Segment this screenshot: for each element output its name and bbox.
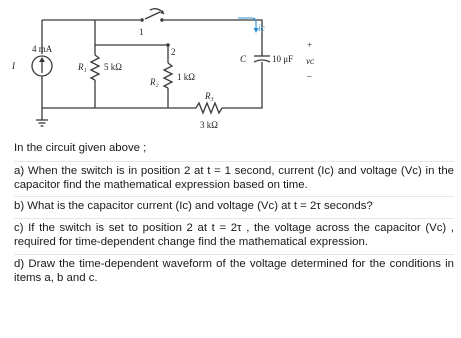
- r1-resistor: [91, 55, 99, 80]
- question-item-d: d) Draw the time-dependent waveform of the voltage determined for the conditions in items a, b and c.: [14, 254, 454, 290]
- switch-contact-1: [140, 18, 144, 22]
- source-value-label: 4 mA: [32, 44, 53, 54]
- vc-label: vᴄ: [306, 56, 315, 66]
- switch-pos1-label: 1: [139, 27, 144, 37]
- current-label: iᴄ: [258, 23, 265, 33]
- switch-pos2-label: 2: [171, 47, 176, 57]
- r3-resistor: [196, 103, 222, 113]
- switch-pivot: [160, 18, 164, 22]
- r1-symbol: R₁: [78, 62, 87, 72]
- question-item-b: b) What is the capacitor current (Ic) and voltage (Vc) at t = 2τ seconds?: [14, 196, 454, 218]
- vc-plus: +: [307, 40, 313, 50]
- r3-symbol: R₃: [205, 91, 214, 101]
- current-source-arrow-head: [39, 57, 45, 62]
- top-wire-right: [164, 20, 262, 56]
- capacitor-value: 10 μF: [272, 54, 294, 64]
- switch-blade: [145, 12, 160, 19]
- question-intro: In the circuit given above ;: [14, 142, 147, 154]
- r3-wire-right: [222, 62, 262, 108]
- question-text: [10, 142, 454, 289]
- r2-symbol: R₂: [150, 77, 159, 87]
- r3-value: 3 kΩ: [200, 120, 218, 130]
- question-item-a: a) When the switch is in position 2 at t = 1 second, current (Ic) and voltage (Vc) in the capacitor find the mathematical expression based on time.: [14, 161, 454, 197]
- source-symbol-label: I: [12, 61, 15, 71]
- circuit-diagram: [0, 0, 461, 140]
- question-item-c: c) If the switch is set to position 2 at t = 2τ , the voltage across the capacitor (Vc) , required for time-dependent change find the mathematical expression.: [14, 218, 454, 254]
- vc-minus: –: [307, 71, 312, 81]
- r2-value: 1 kΩ: [177, 72, 195, 82]
- r2-resistor: [164, 63, 172, 88]
- r1-value: 5 kΩ: [104, 62, 122, 72]
- capacitor-symbol: C: [240, 54, 247, 64]
- capacitor-plate-bottom: [254, 60, 270, 62]
